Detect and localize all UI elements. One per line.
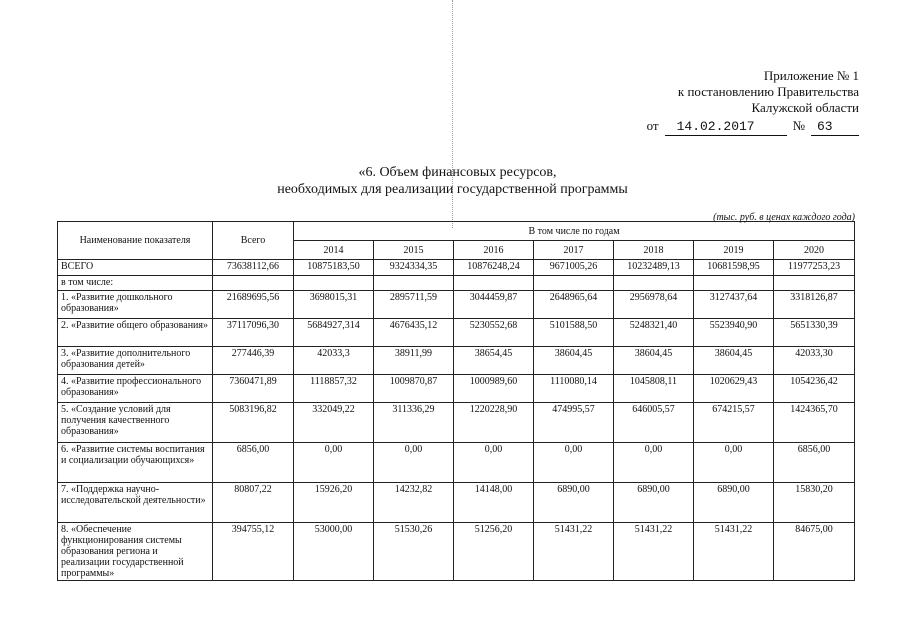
- row-value: 84675,00: [774, 523, 855, 581]
- row-value: 14232,82: [374, 483, 454, 523]
- row-total: 277446,39: [213, 347, 294, 375]
- row-value: [534, 276, 614, 291]
- row-value: 3044459,87: [454, 291, 534, 319]
- row-value: 5230552,68: [454, 319, 534, 347]
- resolution-label: к постановлению Правительства: [677, 84, 859, 99]
- header-indicator-name: Наименование показателя: [58, 222, 213, 260]
- row-value: 42033,30: [774, 347, 855, 375]
- table-row: [58, 291, 855, 319]
- row-value: 0,00: [694, 443, 774, 483]
- row-value: 3698015,31: [294, 291, 374, 319]
- row-value: 3127437,64: [694, 291, 774, 319]
- row-value: 0,00: [294, 443, 374, 483]
- row-value: 332049,22: [294, 403, 374, 443]
- row-value: 6856,00: [774, 443, 855, 483]
- row-value: 15830,20: [774, 483, 855, 523]
- row-value: 3318126,87: [774, 291, 855, 319]
- table-row: [58, 523, 855, 581]
- row-total: [213, 276, 294, 291]
- row-value: 674215,57: [694, 403, 774, 443]
- row-value: 51530,26: [374, 523, 454, 581]
- row-value: [614, 276, 694, 291]
- financial-resources-table: [57, 221, 855, 581]
- row-value: 9671005,26: [534, 260, 614, 276]
- table-row: [58, 375, 855, 403]
- row-value: [774, 276, 855, 291]
- row-name: 2. «Развитие общего образования»: [58, 319, 213, 347]
- row-value: 38604,45: [694, 347, 774, 375]
- resolution-date: 14.02.2017: [665, 119, 787, 136]
- row-value: 646005,57: [614, 403, 694, 443]
- row-value: 51256,20: [454, 523, 534, 581]
- row-value: 1020629,43: [694, 375, 774, 403]
- header-year: 2020: [774, 241, 855, 260]
- header-year: 2014: [294, 241, 374, 260]
- row-value: 5101588,50: [534, 319, 614, 347]
- row-name: 7. «Поддержка научно-исследовательской деятельности»: [58, 483, 213, 523]
- table-row: [58, 319, 855, 347]
- row-value: 474995,57: [534, 403, 614, 443]
- row-value: 10876248,24: [454, 260, 534, 276]
- region-label: Калужской области: [751, 100, 859, 115]
- table-row-subheading: [58, 276, 855, 291]
- row-value: 1424365,70: [774, 403, 855, 443]
- row-name: 4. «Развитие профессионального образования»: [58, 375, 213, 403]
- row-total: 37117096,30: [213, 319, 294, 347]
- row-value: 5523940,90: [694, 319, 774, 347]
- table-row: [58, 347, 855, 375]
- header-year: 2016: [454, 241, 534, 260]
- row-value: 1220228,90: [454, 403, 534, 443]
- row-value: 51431,22: [534, 523, 614, 581]
- table-row: [58, 403, 855, 443]
- date-prefix: от: [646, 118, 659, 133]
- header-total: Всего: [213, 222, 294, 260]
- row-value: 5651330,39: [774, 319, 855, 347]
- row-value: [694, 276, 774, 291]
- date-number-line: [629, 118, 859, 136]
- row-value: 2895711,59: [374, 291, 454, 319]
- row-value: [374, 276, 454, 291]
- table-row: [58, 443, 855, 483]
- row-value: 0,00: [374, 443, 454, 483]
- row-name: 6. «Развитие системы воспитания и социализации обучающихся»: [58, 443, 213, 483]
- row-value: [454, 276, 534, 291]
- row-total: 6856,00: [213, 443, 294, 483]
- row-value: 1054236,42: [774, 375, 855, 403]
- row-value: 1009870,87: [374, 375, 454, 403]
- resolution-number: 63: [811, 119, 859, 136]
- row-name: в том числе:: [58, 276, 213, 291]
- row-value: 0,00: [454, 443, 534, 483]
- row-value: 6890,00: [534, 483, 614, 523]
- title-line-1: «6. Объем финансовых ресурсов,: [358, 165, 557, 180]
- row-value: 1118857,32: [294, 375, 374, 403]
- header-years-group: В том числе по годам: [294, 222, 855, 241]
- row-value: 5248321,40: [614, 319, 694, 347]
- row-value: 38604,45: [614, 347, 694, 375]
- row-value: 10232489,13: [614, 260, 694, 276]
- row-value: 42033,3: [294, 347, 374, 375]
- row-total: 73638112,66: [213, 260, 294, 276]
- row-value: 38604,45: [534, 347, 614, 375]
- title-line-2: необходимых для реализации государственной программы: [277, 182, 628, 197]
- row-value: [294, 276, 374, 291]
- header-year: 2019: [694, 241, 774, 260]
- row-name: 3. «Развитие дополнительного образования детей»: [58, 347, 213, 375]
- row-value: 6890,00: [614, 483, 694, 523]
- units-note: (тыс. руб. в ценах каждого года): [713, 212, 855, 223]
- row-name: 1. «Развитие дошкольного образования»: [58, 291, 213, 319]
- row-value: 14148,00: [454, 483, 534, 523]
- row-name: 5. «Создание условий для получения качественного образования»: [58, 403, 213, 443]
- row-value: 10681598,95: [694, 260, 774, 276]
- header-year: 2018: [614, 241, 694, 260]
- row-value: 53000,00: [294, 523, 374, 581]
- row-total: 80807,22: [213, 483, 294, 523]
- row-total: 7360471,89: [213, 375, 294, 403]
- table-row: [58, 483, 855, 523]
- row-value: 51431,22: [614, 523, 694, 581]
- row-value: 38911,99: [374, 347, 454, 375]
- row-value: 5684927,314: [294, 319, 374, 347]
- row-value: 1045808,11: [614, 375, 694, 403]
- document-title: [0, 164, 905, 198]
- row-value: 9324334,35: [374, 260, 454, 276]
- table-row-total: [58, 260, 855, 276]
- header-year: 2017: [534, 241, 614, 260]
- row-value: 11977253,23: [774, 260, 855, 276]
- row-value: 15926,20: [294, 483, 374, 523]
- row-value: 2956978,64: [614, 291, 694, 319]
- row-value: 4676435,12: [374, 319, 454, 347]
- row-value: 38654,45: [454, 347, 534, 375]
- number-prefix: №: [792, 118, 805, 133]
- row-name: ВСЕГО: [58, 260, 213, 276]
- row-value: 10875183,50: [294, 260, 374, 276]
- row-value: 311336,29: [374, 403, 454, 443]
- appendix-header: [629, 68, 859, 136]
- row-value: 6890,00: [694, 483, 774, 523]
- appendix-label: Приложение № 1: [763, 68, 859, 83]
- row-total: 21689695,56: [213, 291, 294, 319]
- row-value: 0,00: [614, 443, 694, 483]
- row-value: 0,00: [534, 443, 614, 483]
- row-total: 5083196,82: [213, 403, 294, 443]
- row-value: 1110080,14: [534, 375, 614, 403]
- row-value: 1000989,60: [454, 375, 534, 403]
- header-year: 2015: [374, 241, 454, 260]
- row-total: 394755,12: [213, 523, 294, 581]
- row-value: 2648965,64: [534, 291, 614, 319]
- row-value: 51431,22: [694, 523, 774, 581]
- row-name: 8. «Обеспечение функционирования системы образования региона и реализации государственной программы»: [58, 523, 213, 581]
